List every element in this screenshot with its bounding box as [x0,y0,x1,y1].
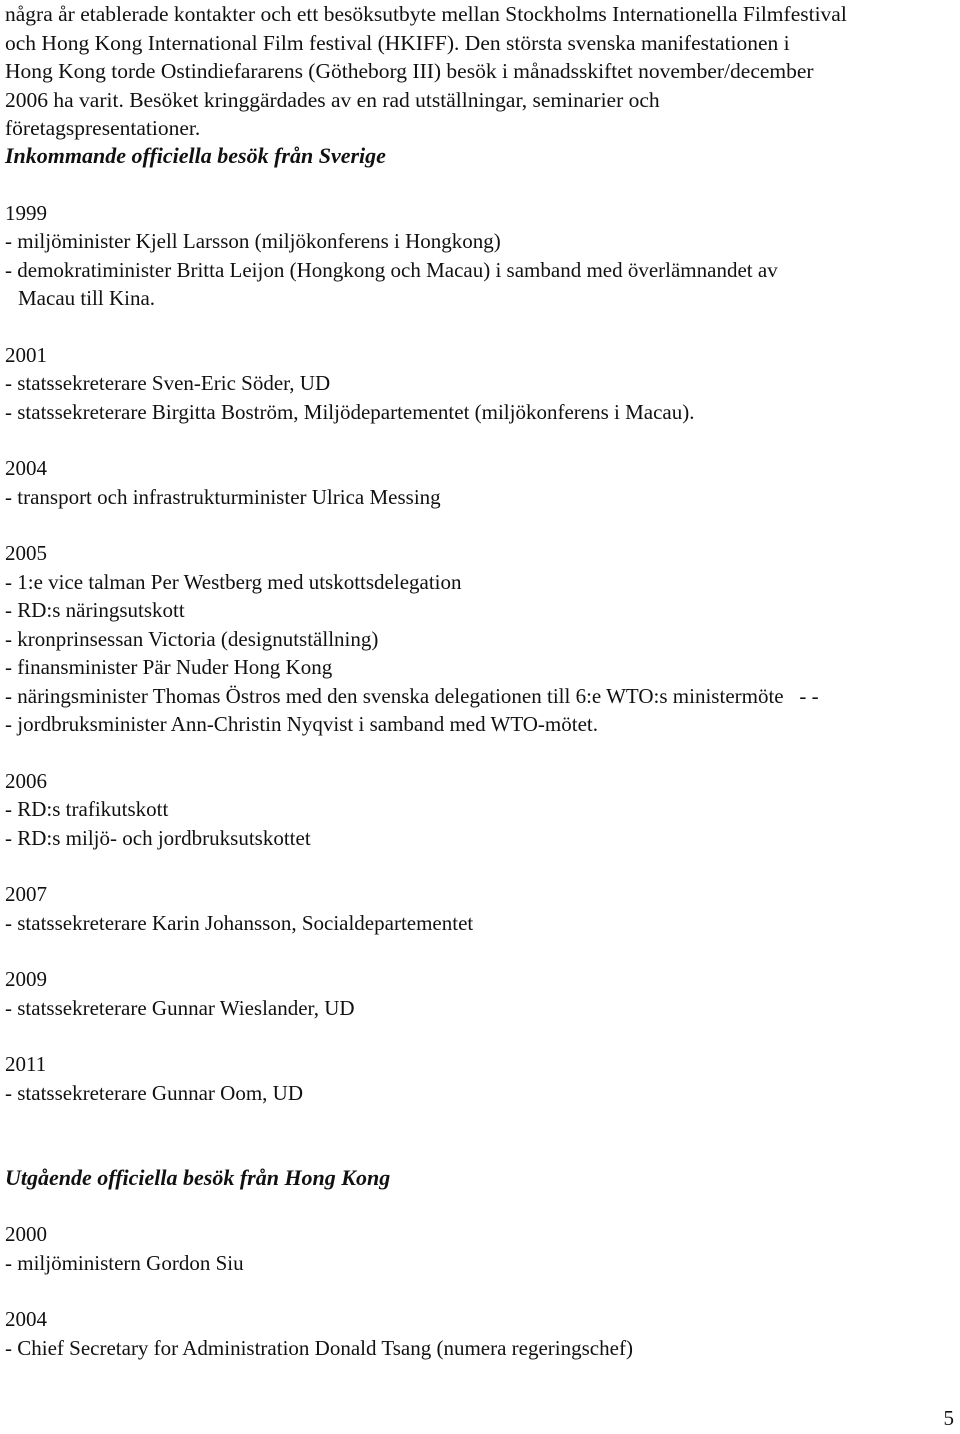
year-group-1999 [5,199,955,313]
document-page [5,0,955,1362]
visit-item: - 1:e vice talman Per Westberg med utskottsdelegation [5,569,462,594]
visit-item: - RD:s miljö- och jordbruksutskottet [5,825,311,850]
year-label: 2004 [5,456,47,481]
intro-line: Hong Kong torde Ostindiefararens (Götheborg III) besök i månadsskiftet november/december [5,59,814,84]
visit-item: - näringsminister Thomas Östros med den svenska delegationen till 6:e WTO:s ministermöte - - [5,683,819,708]
year-group-2005 [5,539,955,739]
year-group-2004-outgoing [5,1305,955,1362]
visit-item: - kronprinsessan Victoria (designutställning) [5,626,379,651]
visit-item: - statssekreterare Sven-Eric Söder, UD [5,371,331,396]
visit-item: - statssekreterare Birgitta Boström, Miljödepartementet (miljökonferens i Macau). [5,399,695,424]
visit-item: - demokratiminister Britta Leijon (Hongkong och Macau) i samband med överlämnandet av [5,257,778,282]
year-group-2004 [5,454,955,511]
visit-item: - jordbruksminister Ann-Christin Nyqvist i samband med WTO-mötet. [5,712,599,737]
year-group-2007 [5,880,955,937]
year-label: 2004 [5,1307,47,1332]
year-label: 2011 [5,1052,47,1077]
year-group-2009 [5,965,955,1022]
year-label: 2009 [5,967,47,992]
year-group-2000 [5,1220,955,1277]
visit-item: - statssekreterare Gunnar Wieslander, UD [5,995,355,1020]
visit-item: - RD:s trafikutskott [5,797,169,822]
intro-line: 2006 ha varit. Besöket kringgärdades av en rad utställningar, seminarier och [5,87,660,112]
outgoing-visits-heading: Utgående officiella besök från Hong Kong [5,1165,391,1191]
visit-item: - transport och infrastrukturminister Ulrica Messing [5,484,441,509]
visit-item: - finansminister Pär Nuder Hong Kong [5,655,333,680]
visit-item: - statssekreterare Gunnar Oom, UD [5,1080,303,1105]
year-label: 1999 [5,200,47,225]
intro-line: företagspresentationer. [5,116,201,141]
year-group-2011 [5,1050,955,1107]
visit-item: - miljöminister Kjell Larsson (miljökonferens i Hongkong) [5,229,501,254]
intro-line: några år etablerade kontakter och ett besöksutbyte mellan Stockholms Internationella Filmfestival [5,2,847,26]
year-label: 2005 [5,541,47,566]
intro-line: och Hong Kong International Film festival (HKIFF). Den största svenska manifestationen i [5,30,790,55]
year-label: 2001 [5,342,47,367]
visit-item: - Chief Secretary for Administration Donald Tsang (numera regeringschef) [5,1335,633,1360]
year-label: 2006 [5,768,47,793]
incoming-visits-heading: Inkommande officiella besök från Sverige [5,142,386,168]
intro-paragraph [5,0,955,143]
year-group-2001 [5,341,955,427]
visit-item: - miljöministern Gordon Siu [5,1250,244,1275]
visit-item: - RD:s näringsutskott [5,598,185,623]
year-label: 2000 [5,1222,47,1247]
page-number: 5 [943,1406,954,1430]
year-label: 2007 [5,882,47,907]
visit-item: - statssekreterare Karin Johansson, Socialdepartementet [5,910,474,935]
year-group-2006 [5,767,955,853]
visit-item-continuation: Macau till Kina. [18,286,156,311]
